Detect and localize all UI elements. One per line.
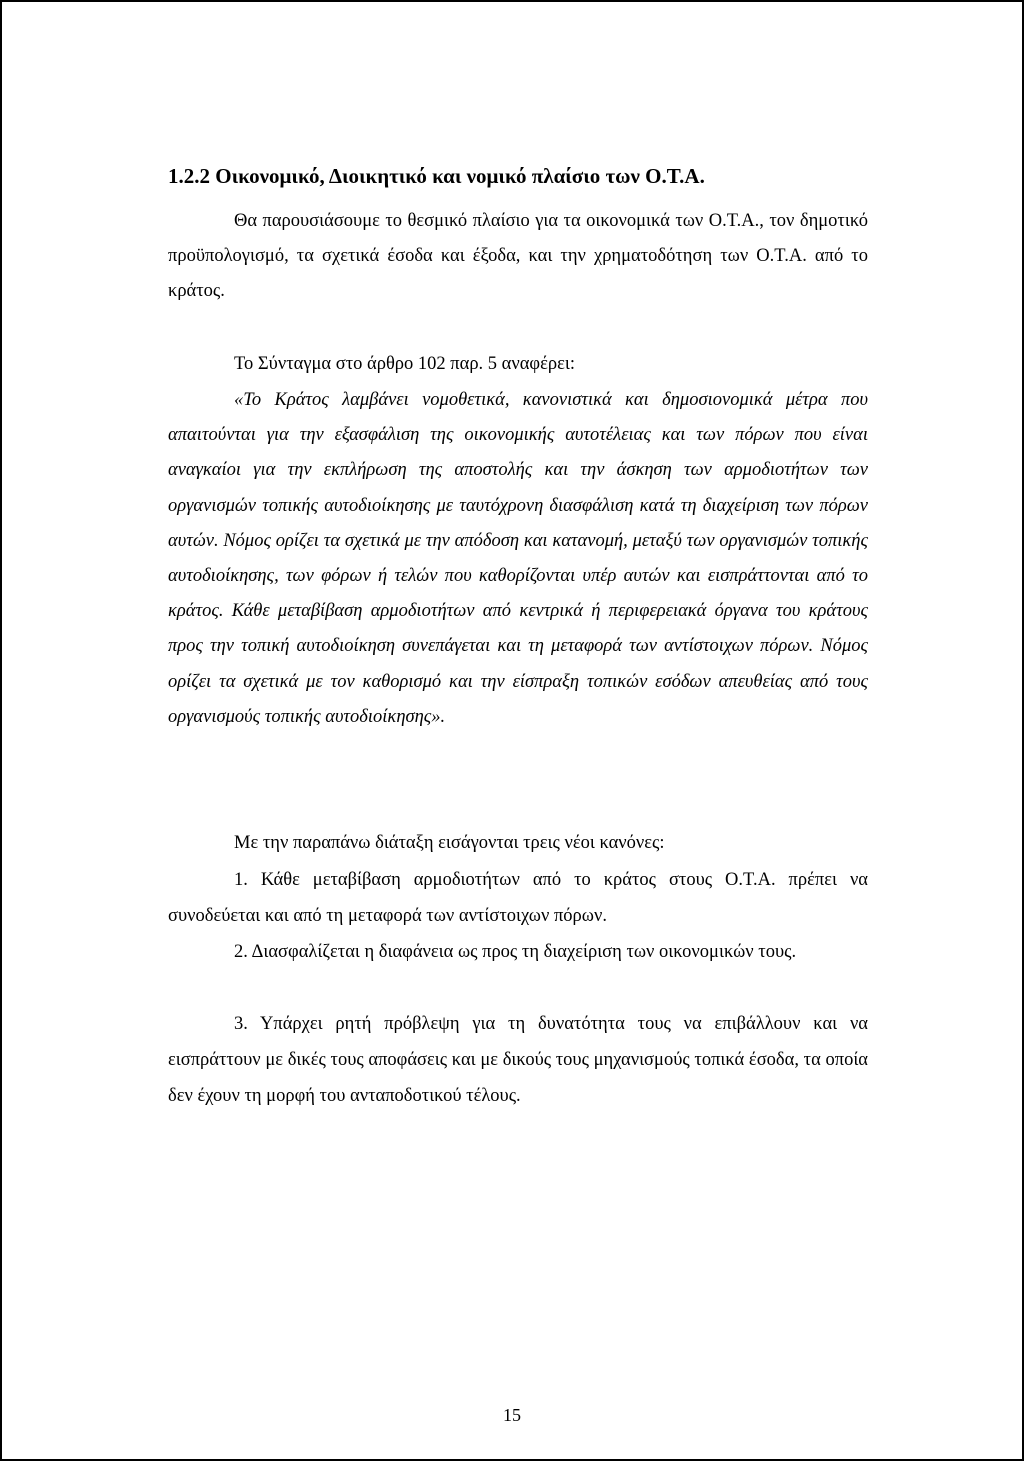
constitution-quote: «Το Κράτος λαμβάνει νομοθετικά, κανονιστικά και δημοσιονομικά μέτρα που απαιτούνται για την εξασφάλιση της οικονομικής αυτοτέλειας και των πόρων που είναι αναγκαίοι για την εκπλήρωση της αποστολής και την άσκηση των αρμοδιοτήτων των οργανισμών τοπικής αυτοδιοίκησης με ταυτόχρονη διασφάλιση κατά τη διαχείριση των πόρων αυτών. Νόμος ορίζει τα σχετικά με την απόδοση και κατανομή, μεταξύ των οργανισμών τοπικής αυτοδιοίκησης, των φόρων ή τελών που καθορίζονται υπέρ αυτών και εισπράττονται από το κράτος. Κάθε μεταβίβαση αρμοδιοτήτων από κεντρικά ή περιφερειακά όργανα του κράτους προς την τοπική αυτοδιοίκηση συνεπάγεται και τη μεταφορά των αντίστοιχων πόρων. Νόμος ορίζει τα σχετικά με τον καθορισμό και την είσπραξη τοπικών εσόδων απευθείας από τους οργανισμούς τοπικής αυτοδιοίκησης».	[168, 390, 868, 727]
intro-paragraph: Θα παρουσιάσουμε το θεσμικό πλαίσιο για τα οικονομικά των Ο.Τ.Α., τον δημοτικό προϋπολογισμό, τα σχετικά έσοδα και έξοδα, και την χρηματοδότηση των Ο.Τ.Α. από το κράτος.	[168, 211, 868, 302]
page-number: 15	[503, 1405, 521, 1425]
section-heading: 1.2.2 Οικονομικό, Διοικητικό και νομικό πλαίσιο των Ο.Τ.Α.	[168, 164, 705, 188]
rule-item-2: 2. Διασφαλίζεται η διαφάνεια ως προς τη διαχείριση των οικονομικών τους.	[234, 942, 797, 962]
constitution-reference: Το Σύνταγμα στο άρθρο 102 παρ. 5 αναφέρει:	[234, 354, 575, 374]
document-page	[2, 2, 1022, 1459]
rule-item-3: 3. Υπάρχει ρητή πρόβλεψη για τη δυνατότητα τους να επιβάλλουν και να εισπράττουν με δικές τους αποφάσεις και με δικούς τους μηχανισμούς τοπικά έσοδα, τα οποία δεν έχουν τη μορφή του ανταποδοτικού τέλους.	[168, 1014, 868, 1106]
rules-intro: Με την παραπάνω διάταξη εισάγονται τρεις νέοι κανόνες:	[234, 833, 665, 853]
rule-item-1: 1. Κάθε μεταβίβαση αρμοδιοτήτων από το κράτος στους Ο.Τ.Α. πρέπει να συνοδεύεται και από τη μεταφορά των αντίστοιχων πόρων.	[168, 870, 868, 926]
